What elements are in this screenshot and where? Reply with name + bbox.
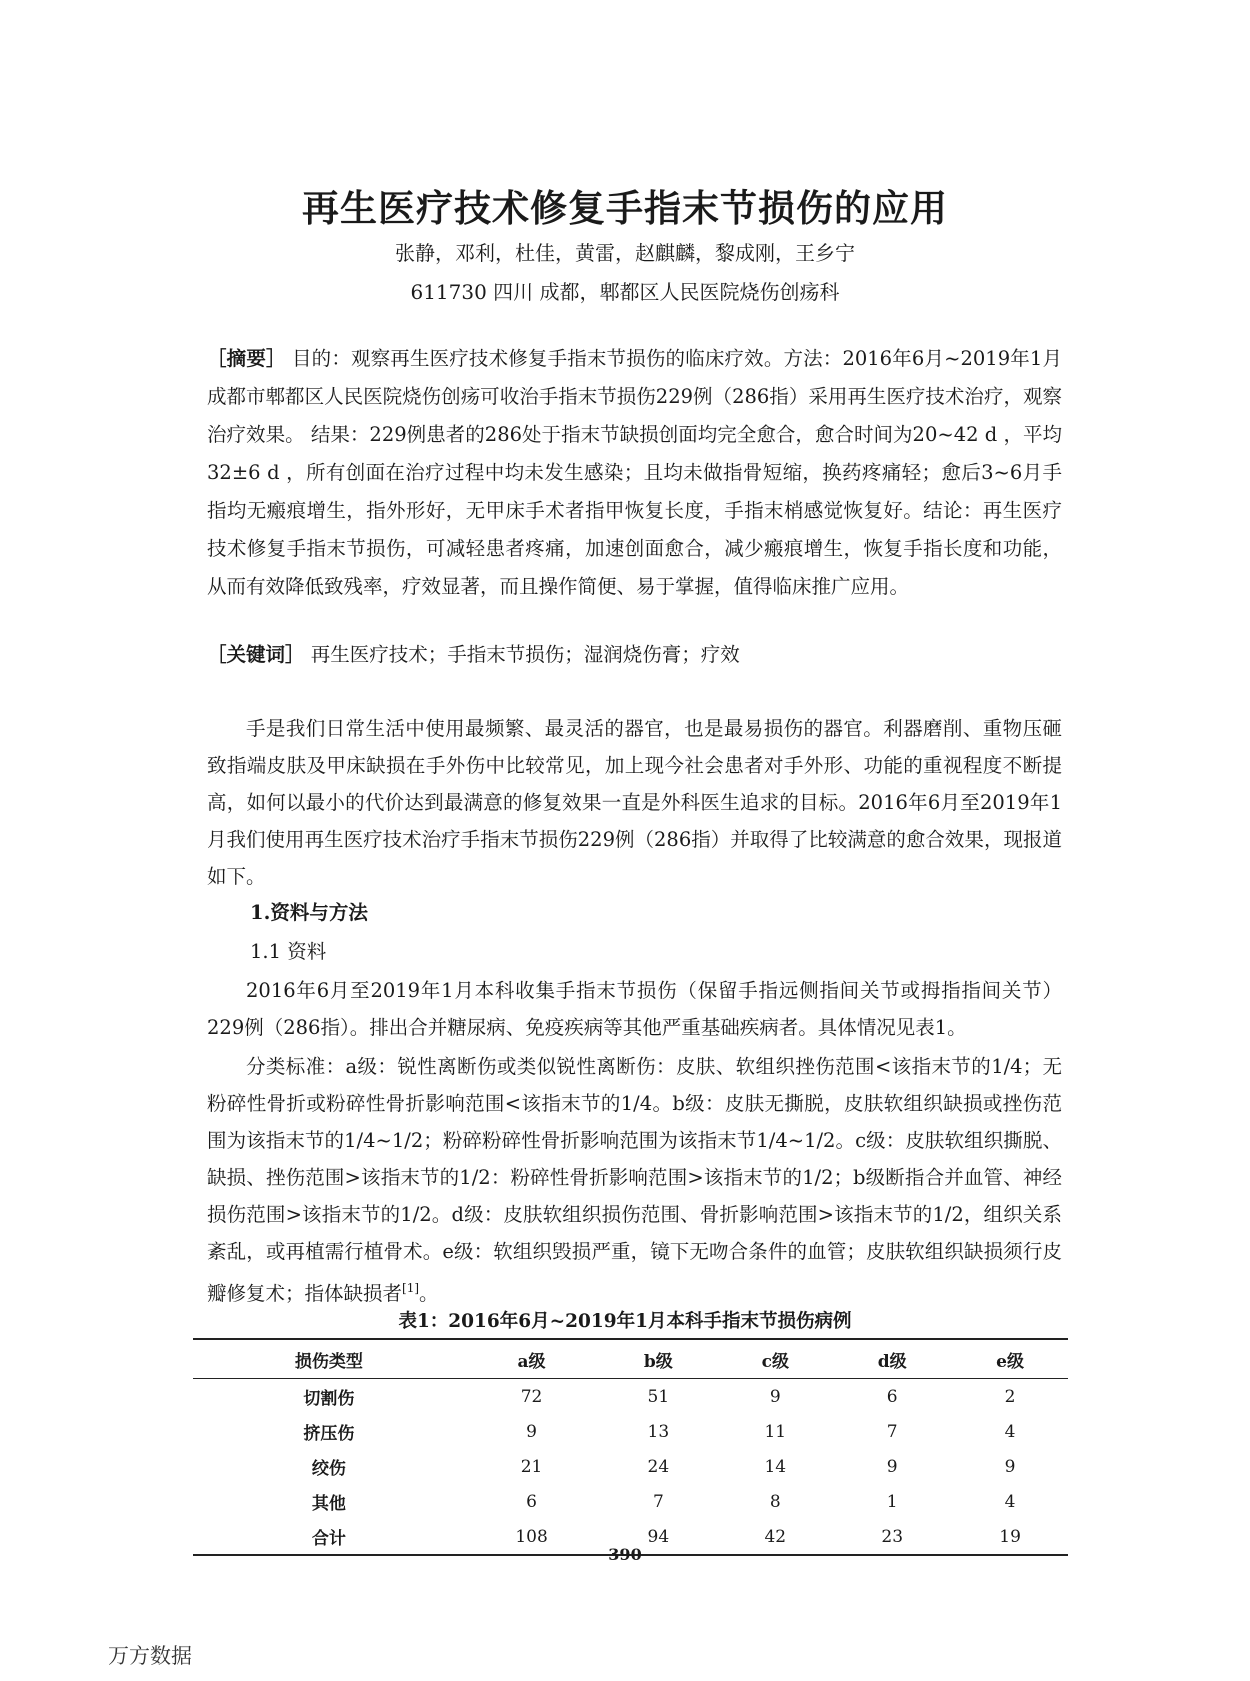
table-cell: 8 bbox=[769, 1491, 781, 1512]
keywords bbox=[207, 636, 1062, 674]
table-cell: 2 bbox=[1004, 1386, 1016, 1407]
row-label: 合计 bbox=[193, 1519, 465, 1555]
classification-text: 分类标准：a级：锐性离断伤或类似锐性离断伤：皮肤、软组织挫伤范围<该指末节的1/4；无粉碎性骨折或粉碎性骨折影响范围<该指末节的1/4。b级：皮肤无撕脱，皮肤软组织缺损或挫伤范围为该指末节的1/4~1/2；粉碎粉碎性骨折影响范围为该指末节1/4~1/2。c级：皮肤软组织撕脱、缺损、挫伤范围>该指末节的1/2：粉碎性骨折影响范围>该指末节的1/2；b级断指合并血管、神经损伤范围>该指末节的1/2。d级：皮肤软组织损伤范围、骨折影响范围>该指末节的1/2，组织关系紊乱，或再植需行植骨术。e级：软组织毁损严重，镜下无吻合条件的血管；皮肤软组织缺损须行皮瓣修复术；指体缺损者 bbox=[207, 1055, 1062, 1305]
table-cell: 51 bbox=[647, 1386, 670, 1407]
header-cell: b级 bbox=[598, 1339, 718, 1379]
classification-paragraph bbox=[207, 1048, 1062, 1312]
table-cell: 21 bbox=[520, 1456, 543, 1477]
table-cell: 94 bbox=[598, 1519, 718, 1555]
row-label: 切割伤 bbox=[303, 1389, 355, 1409]
table-cell: 24 bbox=[647, 1456, 670, 1477]
table-cell: 6 bbox=[886, 1386, 898, 1407]
section-heading: 1.资料与方法 bbox=[250, 901, 368, 924]
affiliation: 611730 四川 成都，郫都区人民医院烧伤创疡科 bbox=[410, 280, 840, 304]
keywords-label: ［关键词］ bbox=[207, 643, 305, 666]
abstract-label: ［摘要］ bbox=[207, 347, 286, 370]
injury-table bbox=[193, 1338, 1068, 1556]
table-cell: 42 bbox=[718, 1519, 832, 1555]
table-header-row bbox=[193, 1339, 1068, 1379]
table-cell: 6 bbox=[526, 1491, 537, 1512]
table-row bbox=[193, 1379, 1068, 1415]
table-row bbox=[193, 1449, 1068, 1484]
table-row bbox=[193, 1484, 1068, 1519]
table-caption: 表1：2016年6月~2019年1月本科手指末节损伤病例 bbox=[398, 1311, 852, 1332]
abstract-text: 目的：观察再生医疗技术修复手指末节损伤的临床疗效。方法：2016年6月~2019年1月成都市郫都区人民医院烧伤创疡可收治手指末节损伤229例（286指）采用再生医疗技术治疗，观察治疗效果。 结果：229例患者的286处于指末节缺损创面均完全愈合，愈合时间为20~42 d ，平均32±6 d ，所有创面在治疗过程中均未发生感染；且均未做指骨短缩，换药疼痛轻；愈后3~6月手指均无瘢痕增生，指外形好，无甲床手术者指甲恢复长度，手指末梢感觉恢复好。结论：再生医疗技术修复手指末节损伤，可减轻患者疼痛，加速创面愈合，减少瘢痕增生，恢复手指长度和功能，从而有效降低致残率，疗效显著，而且操作简便、易于掌握，值得临床推广应用。 bbox=[207, 347, 1062, 598]
author-list: 张静，邓利，杜佳，黄雷，赵麒麟，黎成刚，王乡宁 bbox=[395, 241, 855, 265]
abstract bbox=[207, 340, 1062, 606]
citation-ref: [1] bbox=[402, 1281, 420, 1295]
subsection-heading: 1.1 资料 bbox=[250, 940, 327, 963]
table-cell: 9 bbox=[886, 1456, 898, 1477]
page-number: 390 bbox=[608, 1545, 642, 1564]
table-cell: 14 bbox=[764, 1456, 787, 1477]
header-cell: c级 bbox=[718, 1339, 832, 1379]
paper-title: 再生医疗技术修复手指末节损伤的应用 bbox=[302, 187, 948, 230]
header-cell: e级 bbox=[952, 1339, 1068, 1379]
intro-paragraph: 手是我们日常生活中使用最频繁、最灵活的器官，也是最易损伤的器官。利器磨削、重物压砸致指端皮肤及甲床缺损在手外伤中比较常见，加上现今社会患者对手外形、功能的重视程度不断提高，如何以最小的代价达到最满意的修复效果一直是外科医生追求的目标。2016年6月至2019年1月我们使用再生医疗技术治疗手指末节损伤229例（286指）并取得了比较满意的愈合效果，现报道如下。 bbox=[207, 717, 1062, 888]
materials-paragraph: 2016年6月至2019年1月本科收集手指末节损伤（保留手指远侧指间关节或拇指指间关节）229例（286指）。排出合并糖尿病、免疫疾病等其他严重基础疾病者。具体情况见表1。 bbox=[207, 979, 1062, 1039]
table-cell: 7 bbox=[652, 1491, 664, 1512]
header-cell: 损伤类型 bbox=[193, 1339, 465, 1379]
table-cell: 1 bbox=[886, 1491, 898, 1512]
table-cell: 108 bbox=[465, 1519, 599, 1555]
table-cell: 19 bbox=[952, 1519, 1068, 1555]
keywords-text: 再生医疗技术；手指末节损伤；湿润烧伤膏；疗效 bbox=[310, 643, 740, 666]
table-row bbox=[193, 1414, 1068, 1449]
source-watermark: 万方数据 bbox=[108, 1644, 192, 1668]
row-label: 其他 bbox=[311, 1494, 346, 1514]
table-cell: 4 bbox=[1004, 1491, 1016, 1512]
table-cell: 9 bbox=[769, 1386, 781, 1407]
table-cell: 13 bbox=[647, 1421, 670, 1442]
header-cell: d级 bbox=[832, 1339, 952, 1379]
table-cell: 4 bbox=[1004, 1421, 1016, 1442]
table-cell: 9 bbox=[526, 1421, 537, 1442]
table-cell: 23 bbox=[832, 1519, 952, 1555]
classification-end: 。 bbox=[419, 1282, 439, 1305]
row-label: 挤压伤 bbox=[303, 1424, 355, 1444]
table-cell: 11 bbox=[764, 1421, 787, 1442]
table-cell: 7 bbox=[886, 1421, 898, 1442]
row-label: 绞伤 bbox=[311, 1459, 346, 1479]
header-cell: a级 bbox=[465, 1339, 599, 1379]
table-cell: 72 bbox=[520, 1386, 543, 1407]
table-cell: 9 bbox=[1004, 1456, 1016, 1477]
